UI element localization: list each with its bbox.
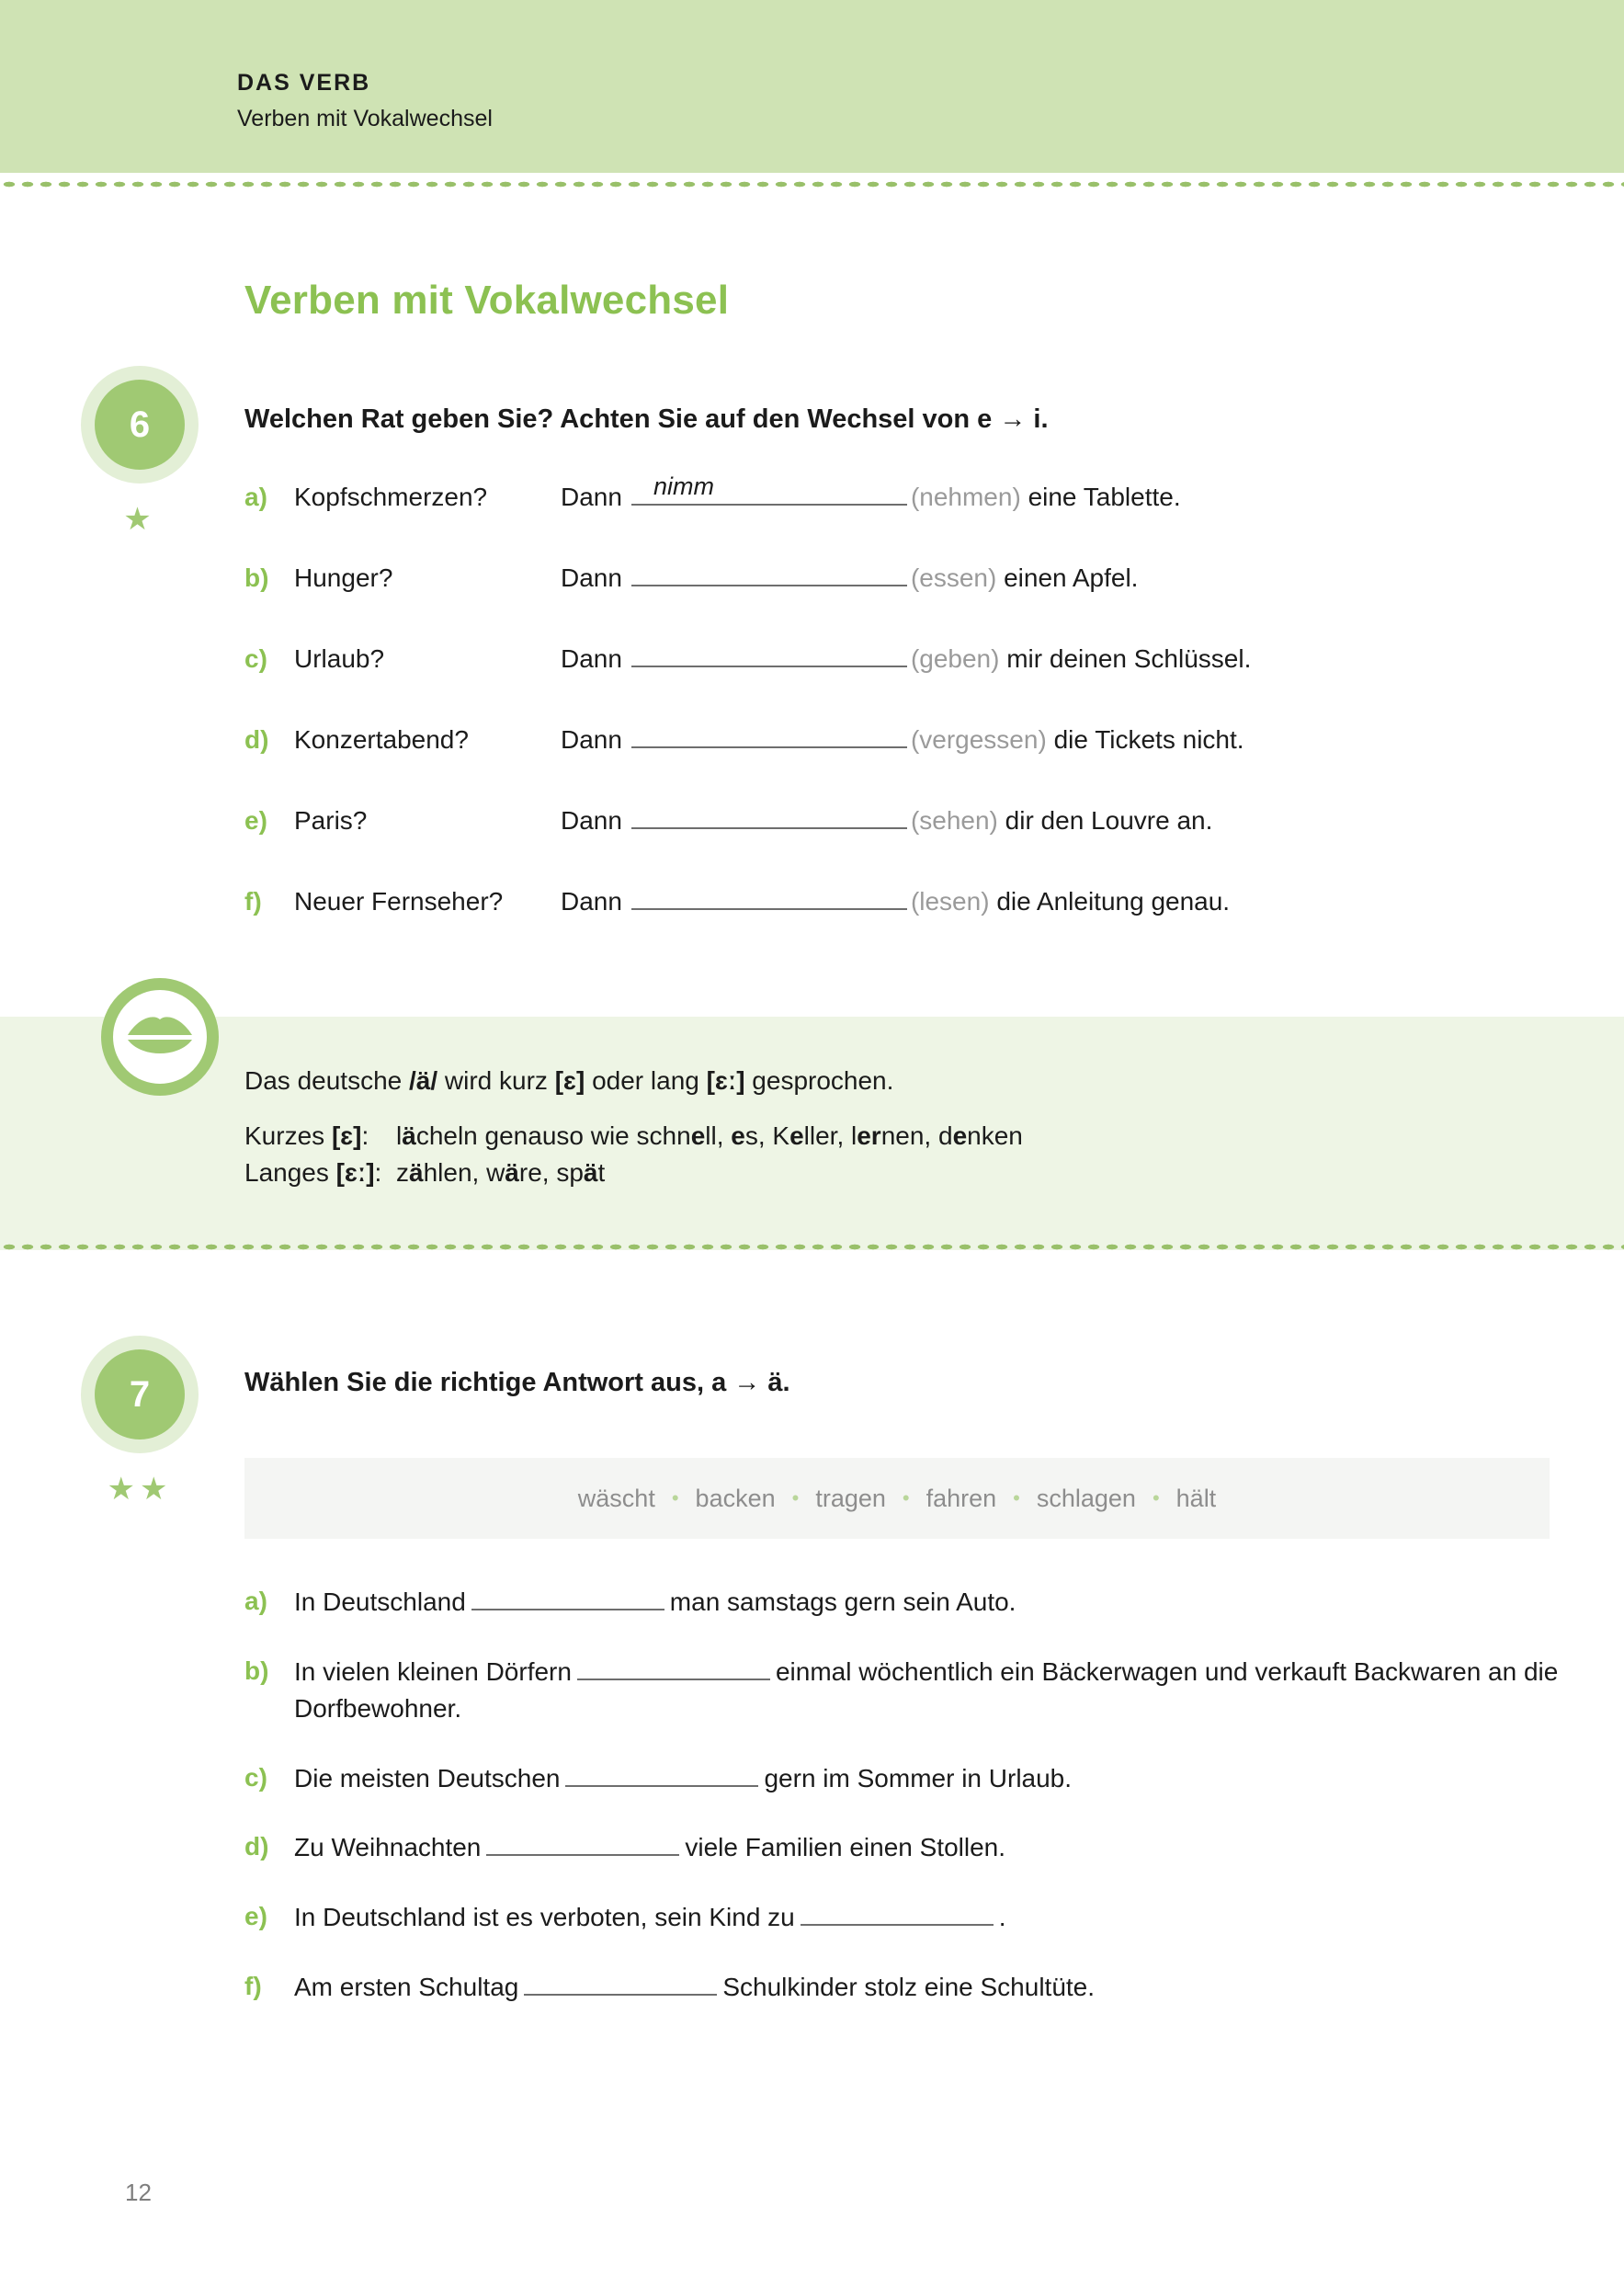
exercise-6-item (244, 721, 1550, 802)
word-bank-word[interactable]: backen (695, 1484, 776, 1512)
item-label: b) (244, 1656, 269, 1685)
exercise-6-item (244, 882, 1550, 963)
exercise-7-item (244, 1653, 1559, 1728)
item-tail-text: einen Apfel. (1004, 563, 1139, 592)
rule-text-a: Das deutsche (244, 1066, 409, 1095)
exercise-7-difficulty-stars: ★★ (107, 1472, 173, 1507)
answer-blank[interactable] (631, 802, 907, 829)
pronunciation-example-rows (244, 1121, 1023, 1188)
word-bank-separator: • (671, 1486, 679, 1509)
item-cue: Kopfschmerzen? (294, 483, 488, 511)
item-verb-hint: (sehen) (910, 806, 998, 835)
item-tail-text: eine Tablette. (1028, 483, 1181, 511)
word-bank-separator: • (902, 1486, 910, 1509)
exercise-7-item (244, 1828, 1559, 1867)
pronunciation-example-key: Kurzes [ɛ]: (244, 1121, 369, 1150)
exercise-7-marker (81, 1336, 210, 1505)
item-verb-hint: (lesen) (910, 887, 990, 916)
item-label: f) (244, 1971, 262, 2000)
item-label: a) (244, 483, 267, 511)
item-verb-hint: (vergessen) (910, 725, 1047, 754)
item-label: b) (244, 563, 269, 592)
item-text-before: In Deutschland ist es verboten, sein Kind zu (294, 1902, 795, 1931)
exercise-7-item (244, 1968, 1559, 2007)
answer-blank[interactable] (631, 721, 907, 748)
item-tail-text: die Anleitung genau. (996, 887, 1231, 916)
answer-blank[interactable] (631, 882, 907, 910)
answer-blank[interactable] (631, 559, 907, 586)
item-lead-word: Dann (561, 644, 622, 673)
exercise-7-word-bank (244, 1458, 1550, 1539)
item-text-after: gern im Sommer in Urlaub. (764, 1763, 1073, 1792)
exercise-7-number: 7 (95, 1349, 185, 1440)
exercise-6-item (244, 802, 1550, 882)
rule-ipa-long: [ɛː] (706, 1066, 745, 1095)
item-label: f) (244, 887, 262, 916)
exercise-6-marker (81, 366, 210, 535)
item-label: e) (244, 1901, 267, 1930)
rule-text-d: gesprochen. (744, 1066, 894, 1095)
item-label: c) (244, 644, 267, 673)
item-cue: Hunger? (294, 563, 393, 592)
header-section-title: Verben mit Vokalwechsel (237, 105, 493, 131)
exercise-6-item (244, 640, 1550, 721)
item-text-before: Zu Weihnachten (294, 1833, 482, 1862)
page-number: 12 (125, 2179, 152, 2206)
exercise-7-prompt: Wählen Sie die richtige Antwort aus, a → ä. (244, 1368, 790, 1397)
item-label: d) (244, 1832, 269, 1861)
item-lead-word: Dann (561, 806, 622, 835)
exercise-7-item-list (244, 1583, 1559, 2037)
item-text-before: In Deutschland (294, 1588, 466, 1616)
item-label: a) (244, 1587, 267, 1615)
exercise-7-number-bubble (81, 1336, 199, 1453)
item-cue: Konzertabend? (294, 725, 469, 754)
item-text-after: einmal wöchentlich ein Bäckerwagen und verkauft Backwaren an die Dorfbewohner. (294, 1656, 1559, 1724)
exercise-6-item (244, 472, 1550, 559)
mouth-icon (101, 978, 219, 1096)
answer-blank[interactable] (524, 1968, 717, 1996)
word-bank-separator: • (791, 1486, 800, 1509)
pronunciation-example-key: Langes [ɛː]: (244, 1158, 382, 1187)
item-cue: Neuer Fernseher? (294, 887, 504, 916)
page-title: Verben mit Vokalwechsel (244, 278, 730, 323)
item-text-after: . (998, 1902, 1006, 1931)
item-text-before: In vielen kleinen Dörfern (294, 1656, 572, 1686)
word-bank-word[interactable]: hält (1175, 1484, 1217, 1512)
header-chapter-title: DAS VERB (237, 70, 371, 96)
rule-ipa-short: [ɛ] (554, 1066, 585, 1095)
answer-blank[interactable] (486, 1828, 679, 1856)
exercise-6-number-bubble (81, 366, 199, 484)
item-text-before: Am ersten Schultag (294, 1972, 519, 2001)
exercise-7-item (244, 1583, 1559, 1622)
info-box-bottom-dotted-divider (0, 1243, 1624, 1251)
item-lead-word: Dann (561, 725, 622, 754)
item-verb-hint: (geben) (910, 644, 1000, 673)
item-cue: Paris? (294, 806, 368, 835)
header-dotted-divider (0, 180, 1624, 188)
rule-text-c: oder lang (585, 1066, 707, 1095)
rule-text-b: wird kurz (437, 1066, 555, 1095)
exercise-6-prompt: Welchen Rat geben Sie? Achten Sie auf den Wechsel von e → i. (244, 404, 1049, 434)
pronunciation-rule-line (244, 1066, 1023, 1096)
item-tail-text: dir den Louvre an. (1005, 806, 1213, 835)
answer-blank[interactable] (631, 640, 907, 667)
answer-blank[interactable] (471, 1583, 664, 1610)
word-bank-separator: • (1013, 1486, 1020, 1509)
pronunciation-example-row (244, 1158, 1023, 1188)
item-lead-word: Dann (561, 887, 622, 916)
item-lead-word: Dann (561, 483, 622, 511)
exercise-6-item (244, 559, 1550, 640)
word-bank-word[interactable]: fahren (926, 1484, 997, 1512)
answer-blank[interactable] (631, 472, 907, 506)
page-header-band (0, 0, 1624, 173)
word-bank-word[interactable]: tragen (815, 1484, 886, 1512)
pronunciation-info-box (0, 1017, 1624, 1250)
item-label: c) (244, 1762, 267, 1792)
item-verb-hint: (essen) (910, 563, 997, 592)
item-text-after: man samstags gern sein Auto. (669, 1588, 1016, 1616)
answer-blank[interactable] (565, 1759, 758, 1787)
exercise-7-item (244, 1898, 1559, 1937)
pronunciation-example-row (244, 1121, 1023, 1151)
item-verb-hint: (nehmen) (910, 483, 1021, 511)
answer-blank[interactable] (577, 1653, 770, 1680)
answer-blank[interactable] (801, 1898, 994, 1926)
item-tail-text: die Tickets nicht. (1053, 725, 1244, 754)
exercise-7-item (244, 1759, 1559, 1798)
pronunciation-example-words: zählen, wäre, spät (396, 1158, 606, 1187)
pronunciation-info-text (244, 1066, 1023, 1195)
word-bank-word[interactable]: wäscht (577, 1484, 655, 1512)
item-text-before: Die meisten Deutschen (294, 1763, 561, 1792)
exercise-6-item-list (244, 472, 1550, 963)
word-bank-separator: • (1152, 1486, 1160, 1509)
header-text-group (237, 70, 493, 132)
item-label: e) (244, 806, 267, 835)
item-tail-text: mir deinen Schlüssel. (1006, 644, 1252, 673)
item-lead-word: Dann (561, 563, 622, 592)
pronunciation-example-words: lächeln genauso wie schnell, es, Keller, lernen, denken (396, 1121, 1023, 1150)
item-cue: Urlaub? (294, 644, 385, 673)
item-text-after: viele Familien einen Stollen. (685, 1833, 1006, 1862)
rule-grapheme: /ä/ (409, 1066, 438, 1095)
filled-answer: nimm (653, 472, 714, 500)
exercise-6-difficulty-stars: ★ (123, 502, 156, 537)
exercise-6-number: 6 (95, 380, 185, 470)
item-text-after: Schulkinder stolz eine Schultüte. (722, 1972, 1096, 2001)
word-bank-word[interactable]: schlagen (1036, 1484, 1136, 1512)
item-label: d) (244, 725, 269, 754)
